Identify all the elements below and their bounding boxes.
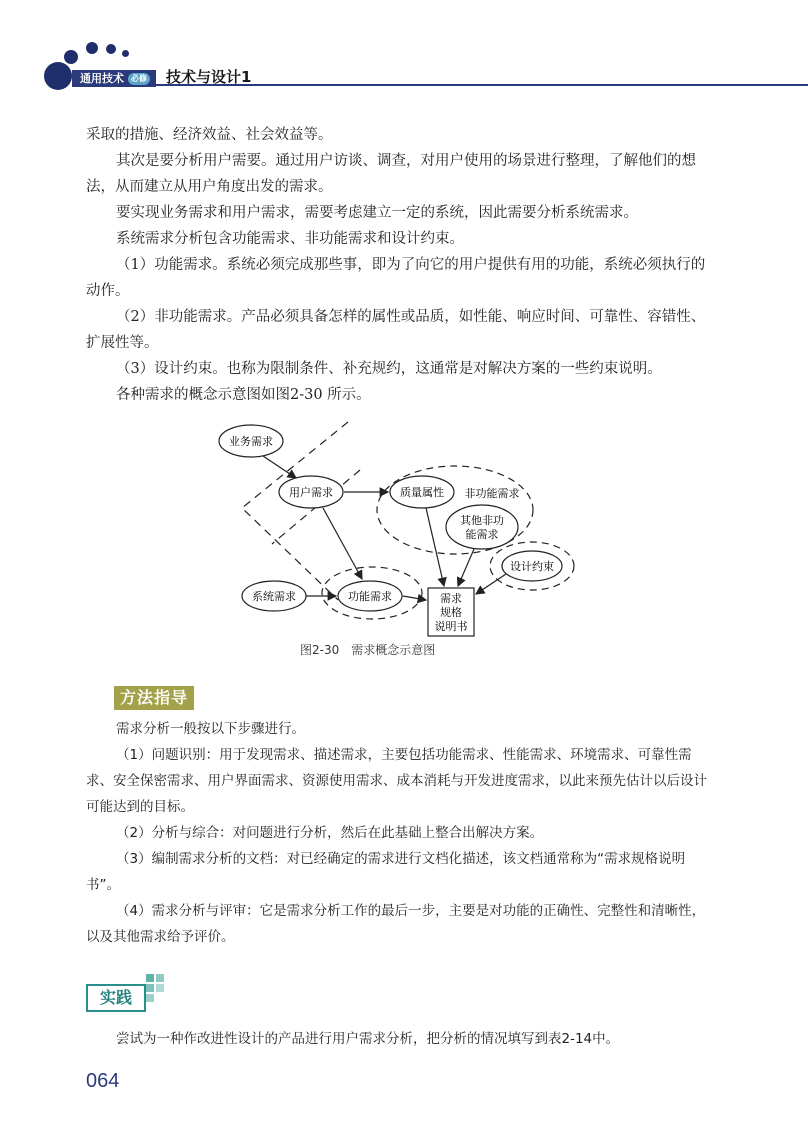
practice-deco-square [146,984,154,992]
other-nonfunctional-label-2: 能需求 [465,528,499,541]
body-paragraph: 其次是要分析用户需要。通过用户访谈、调查，对用户使用的场景进行整理，了解他们的想法，从而建立从用户角度出发的需求。 [86,153,696,195]
arrow-design-to-spec [476,574,506,594]
practice-deco-square [146,974,154,982]
body-paragraph: （2）非功能需求。产品必须具备怎样的属性或品质，如性能、响应时间、可靠性、容错性、扩展性等。 [86,309,706,351]
required-badge: 必修 [128,73,150,85]
arrow-other-to-spec [458,549,474,586]
arrow-quality-to-spec [426,508,444,586]
method-step: （2）分析与综合：对问题进行分析，然后在此基础上整合出解决方案。 [116,825,544,841]
other-nonfunctional-node [446,505,518,549]
method-step: （4）需求分析与评审：它是需求分析工作的最后一步，主要是对功能的正确性、完整性和清晰性，以及其他需求给予评价。 [86,903,706,945]
arrow-functional-to-spec [403,596,426,600]
functional-requirement-label: 功能需求 [348,590,392,603]
practice-deco-square [156,984,164,992]
user-requirement-label: 用户需求 [289,486,333,499]
design-constraint-label: 设计约束 [510,560,554,573]
page-number: 064 [86,1070,120,1092]
practice-text: 尝试为一种作改进性设计的产品进行用户需求分析，把分析的情况填写到表2-14中。 [116,1031,620,1047]
quality-attribute-label: 质量属性 [400,486,444,499]
method-guidance-tag: 方法指导 [114,686,194,710]
body-paragraph: 要实现业务需求和用户需求，需要考虑建立一定的系统，因此需要分析系统需求。 [116,205,638,221]
arrow-user-to-functional [323,508,362,579]
spec-document-label-1: 需求 [440,592,462,605]
method-step: （3）编制需求分析的文档：对已经确定的需求进行文档化描述，该文档通常称为“需求规格说明书”。 [86,851,686,893]
arrow-business-to-user [263,456,296,478]
series-label: 通用技术 [80,72,124,85]
figure-caption: 图2-30 需求概念示意图 [300,643,436,657]
other-nonfunctional-label-1: 其他非功 [460,514,504,527]
practice-deco-square [146,994,154,1002]
body-paragraph: 采取的措施、经济效益、社会效益等。 [86,127,333,143]
body-paragraph: 各种需求的概念示意图如图2-30 所示。 [116,387,371,403]
system-requirement-label: 系统需求 [252,590,296,603]
method-intro: 需求分析一般按以下步骤进行。 [116,721,305,737]
book-title: 技术与设计1 [166,68,252,86]
body-paragraph: 系统需求分析包含功能需求、非功能需求和设计约束。 [116,231,464,247]
spec-document-label-3: 说明书 [434,620,468,633]
practice-tag: 实践 [86,984,146,1012]
method-step: （1）问题识别：用于发现需求、描述需求，主要包括功能需求、性能需求、环境需求、可靠性需求、安全保密需求、用户界面需求、资源使用需求、成本消耗与开发进度需求，以此来预先估计以后设计可能达到的目标。 [86,747,707,815]
practice-deco-square [156,974,164,982]
body-paragraph: （1）功能需求。系统必须完成那些事，即为了向它的用户提供有用的功能，系统必须执行的动作。 [86,257,706,299]
nonfunctional-group-label: 非功能需求 [464,487,520,500]
business-requirement-label: 业务需求 [229,435,273,448]
body-paragraph: （3）设计约束。也称为限制条件、补充规约，这通常是对解决方案的一些约束说明。 [116,361,662,377]
spec-document-label-2: 规格 [440,606,462,619]
